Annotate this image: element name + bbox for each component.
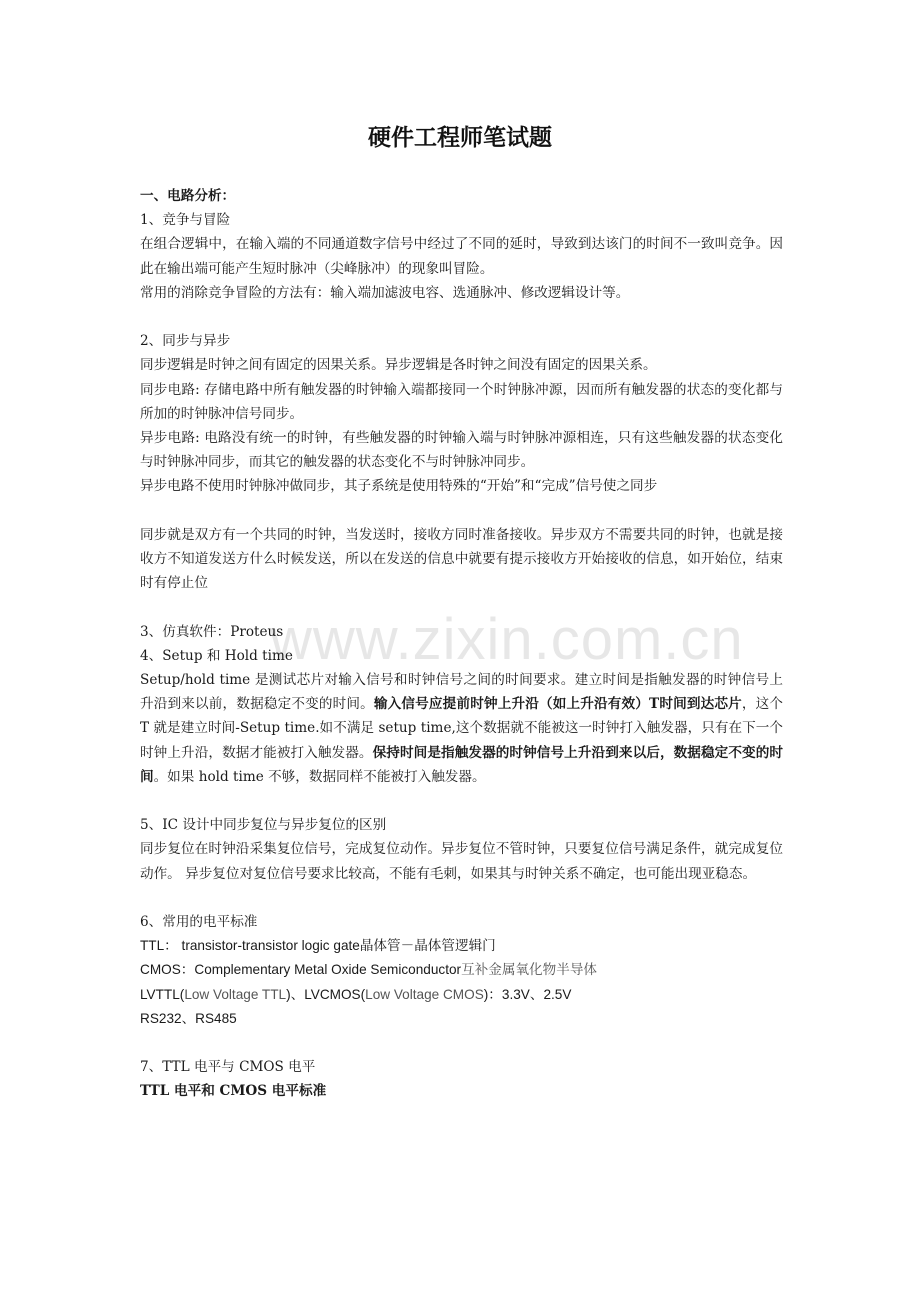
- bold-text-run: 保持时间是指触发器的时钟信号上升沿到来以后，数据稳定不变的时间: [140, 744, 784, 785]
- ttl-chinese: 晶体管－晶体管逻辑门: [359, 938, 496, 955]
- line-low-voltage: [140, 983, 783, 1007]
- paragraph-async-handshake: 异步电路不使用时钟脉冲做同步，其子系统是使用特殊的“开始”和“完成”信号使之同步: [140, 478, 658, 495]
- subsection-heading-race-hazard: 1、竞争与冒险: [140, 212, 231, 229]
- subsection-heading-setup-hold: 4、Setup 和 Hold time: [140, 647, 293, 664]
- subheading-ttl-cmos-standards: TTL 电平和 CMOS 电平标准: [140, 1083, 327, 1100]
- spacer: [140, 789, 783, 813]
- paragraph-reset: 同步复位在时钟沿采集复位信号，完成复位动作。异步复位不管时钟，只要复位信号满足条件，就完成复位动作。 异步复位对复位信号要求比较高，不能有毛刺，如果其与时钟关系不确定，也可能出现亚稳态。: [140, 841, 783, 882]
- paragraph-race-solutions: 常用的消除竞争冒险的方法有：输入端加滤波电容、选通脉冲、修改逻辑设计等。: [140, 284, 630, 301]
- subsection-heading-ttl-cmos: 7、TTL 电平与 CMOS 电平: [140, 1059, 316, 1076]
- paragraph-race-definition: 在组合逻辑中，在输入端的不同通道数字信号中经过了不同的延时，导致到达该门的时间不一致叫竞争。因此在输出端可能产生短时脉冲（尖峰脉冲）的现象叫冒险。: [140, 236, 783, 277]
- bold-text-run: 输入信号应提前时钟上升沿（如上升沿有效）T时间到达芯片: [373, 696, 742, 713]
- subsection-heading-sync-async: 2、同步与异步: [140, 333, 231, 350]
- page-title: 硬件工程师笔试题: [368, 125, 552, 151]
- line-cmos: [140, 958, 783, 982]
- paragraph-sync-logic: 同步逻辑是时钟之间有固定的因果关系。异步逻辑是各时钟之间没有固定的因果关系。: [140, 357, 657, 374]
- spacer: [140, 499, 783, 523]
- ttl-label: TTL： transistor-transistor logic gate: [140, 938, 360, 954]
- spacer: [140, 1031, 783, 1055]
- line-ttl: [140, 934, 783, 958]
- spacer: [140, 305, 783, 329]
- subsection-heading-reset: 5、IC 设计中同步复位与异步复位的区别: [140, 817, 387, 834]
- watermark: www.zixin.com.cn: [270, 607, 744, 672]
- text-run: ，这个 T 就是建立时间-Setup time.如不满足 setup time,这个数据就不能被这一时钟打入触发器，只有在下一个时钟上升沿，数据才能被打入触发器。: [140, 696, 784, 761]
- text-run: )、LVCMOS(: [286, 986, 366, 1002]
- cmos-label: CMOS：Complementary Metal Oxide Semiconductor: [140, 962, 462, 978]
- subsection-heading-logic-levels: 6、常用的电平标准: [140, 914, 258, 931]
- cmos-chinese: 互补金属氧化物半导体: [461, 962, 598, 979]
- paragraph-sync-async-comparison: 同步就是双方有一个共同的时钟，当发送时，接收方同时准备接收。异步双方不需要共同的时钟，也就是接收方不知道发送方什么时候发送，所以在发送的信息中就要有提示接收方开始接收的信息，如开始位，结束时有停止位: [140, 526, 783, 592]
- paragraph-sync-circuit: 同步电路: 存储电路中所有触发器的时钟输入端都接同一个时钟脉冲源，因而所有触发器的状态的变化都与所加的时钟脉冲信号同步。: [140, 381, 783, 422]
- subsection-heading-simulation-software: 3、仿真软件：Proteus: [140, 623, 284, 640]
- text-run: )：3.3V、2.5V: [483, 986, 572, 1002]
- paragraph-async-circuit: 异步电路: 电路没有统一的时钟，有些触发器的时钟输入端与时钟脉冲源相连，只有这些触发器的状态变化与时钟脉冲同步，而其它的触发器的状态变化不与时钟脉冲同步。: [140, 430, 783, 471]
- text-run: Low Voltage CMOS: [365, 986, 484, 1002]
- text-run: Setup/hold time 是测试芯片对输入信号和时钟信号之间的时间要求。建立时间是指触发器的时钟信号上升沿到来以前，数据稳定不变的时间。: [140, 672, 783, 713]
- section-heading-circuit-analysis: 一、电路分析：: [140, 188, 236, 204]
- text-run: LVTTL(: [140, 986, 185, 1002]
- spacer: [140, 886, 783, 910]
- spacer: [140, 595, 783, 619]
- text-run: Low Voltage TTL: [184, 986, 287, 1002]
- document-body: [140, 184, 783, 1104]
- line-rs-standards: RS232、RS485: [140, 1010, 237, 1026]
- paragraph-setup-hold: [140, 668, 783, 789]
- text-run: 。如果 hold time 不够，数据同样不能被打入触发器。: [153, 768, 486, 785]
